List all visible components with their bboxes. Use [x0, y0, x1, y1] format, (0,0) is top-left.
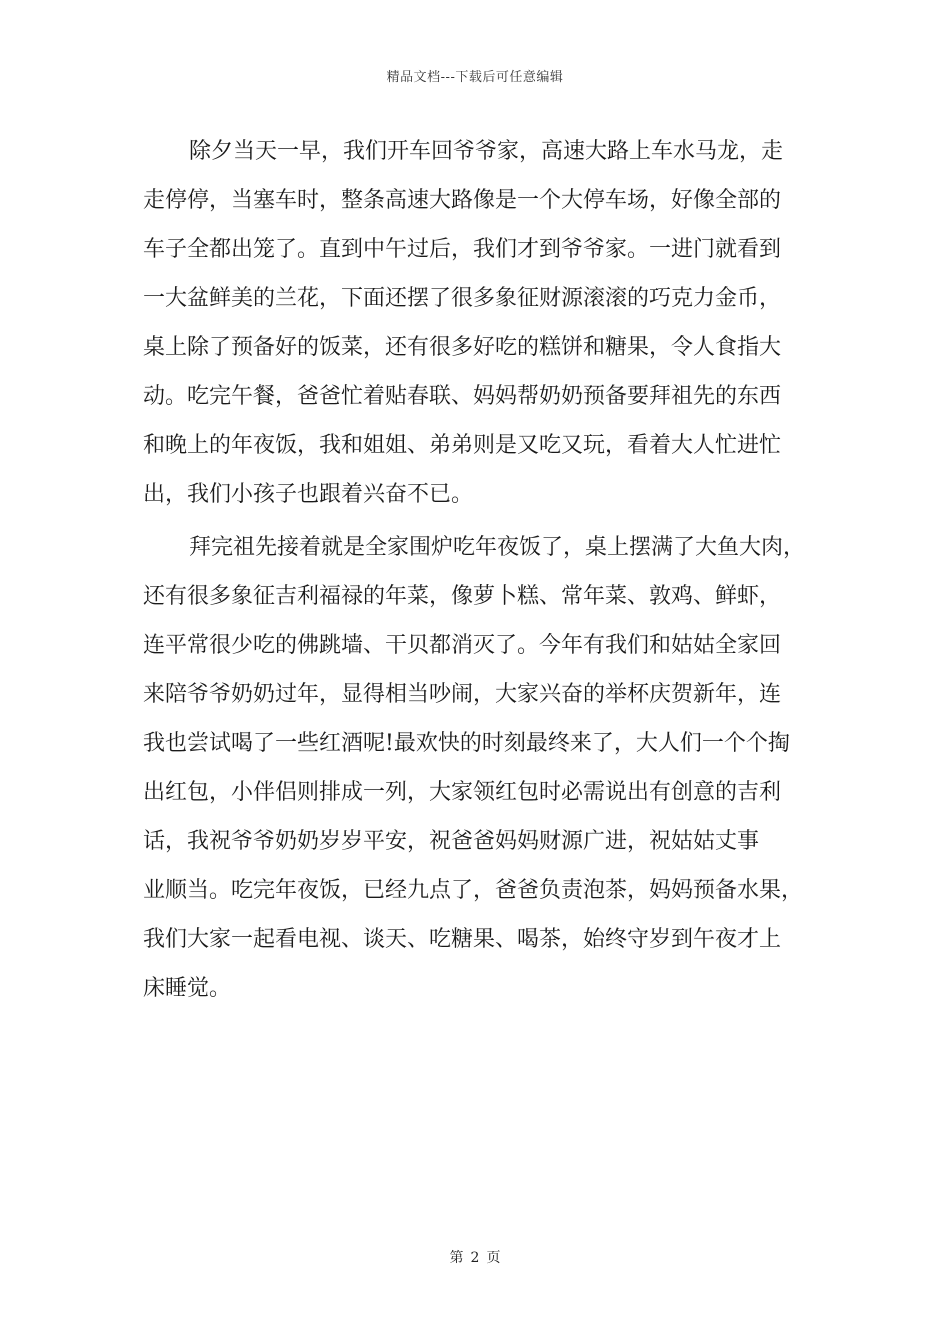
text-line: 出红包，小伴侣则排成一列，大家领红包时必需说出有创意的吉利: [143, 780, 782, 805]
page-label-suffix: 页: [486, 1250, 501, 1266]
text-line: 桌上除了预备好的饭菜，还有很多好吃的糕饼和糖果，令人食指大: [143, 335, 782, 360]
text-line: 话，我祝爷爷奶奶岁岁平安，祝爸爸妈妈财源广进，祝姑姑丈事: [143, 829, 760, 854]
text-line: 动。吃完午餐，爸爸忙着贴春联、妈妈帮奶奶预备要拜祖先的东西: [143, 384, 782, 409]
page-footer: [0, 1247, 950, 1267]
text-line: 还有很多象征吉利福禄的年菜，像萝卜糕、常年菜、敦鸡、鲜虾，: [143, 584, 782, 609]
text-line: 来陪爷爷奶奶过年，显得相当吵闹，大家兴奋的举杯庆贺新年，连: [143, 682, 782, 707]
text-line: 出，我们小孩子也跟着兴奋不已。: [143, 482, 474, 507]
text-line: 除夕当天一早，我们开车回爷爷家，高速大路上车水马龙，走: [189, 139, 784, 164]
text-line: 业顺当。吃完年夜饭，已经九点了，爸爸负责泡茶，妈妈预备水果，: [143, 878, 804, 903]
text-line: 拜完祖先接着就是全家围炉吃年夜饭了，桌上摆满了大鱼大肉，: [189, 535, 806, 560]
page-header: 精品文档---下载后可任意编辑: [386, 70, 564, 85]
text-line: 车子全都出笼了。直到中午过后，我们才到爷爷家。一进门就看到: [143, 237, 782, 262]
text-line: 我们大家一起看电视、谈天、吃糖果、喝茶，始终守岁到午夜才上: [143, 927, 782, 952]
text-line: 走停停，当塞车时，整条高速大路像是一个大停车场，好像全部的: [143, 188, 782, 213]
text-line: 和晚上的年夜饭，我和姐姐、弟弟则是又吃又玩，看着大人忙进忙: [143, 433, 782, 458]
page-label-prefix: 第: [449, 1250, 464, 1266]
page-number: 2: [470, 1250, 480, 1266]
text-line: 一大盆鲜美的兰花，下面还摆了很多象征财源滚滚的巧克力金币，: [143, 286, 782, 311]
text-line: 床睡觉。: [143, 976, 232, 1001]
text-line: 连平常很少吃的佛跳墙、干贝都消灭了。今年有我们和姑姑全家回: [143, 633, 782, 658]
text-line: 我也尝试喝了一些红酒呢!最欢快的时刻最终来了，大人们一个个掏: [143, 731, 790, 756]
